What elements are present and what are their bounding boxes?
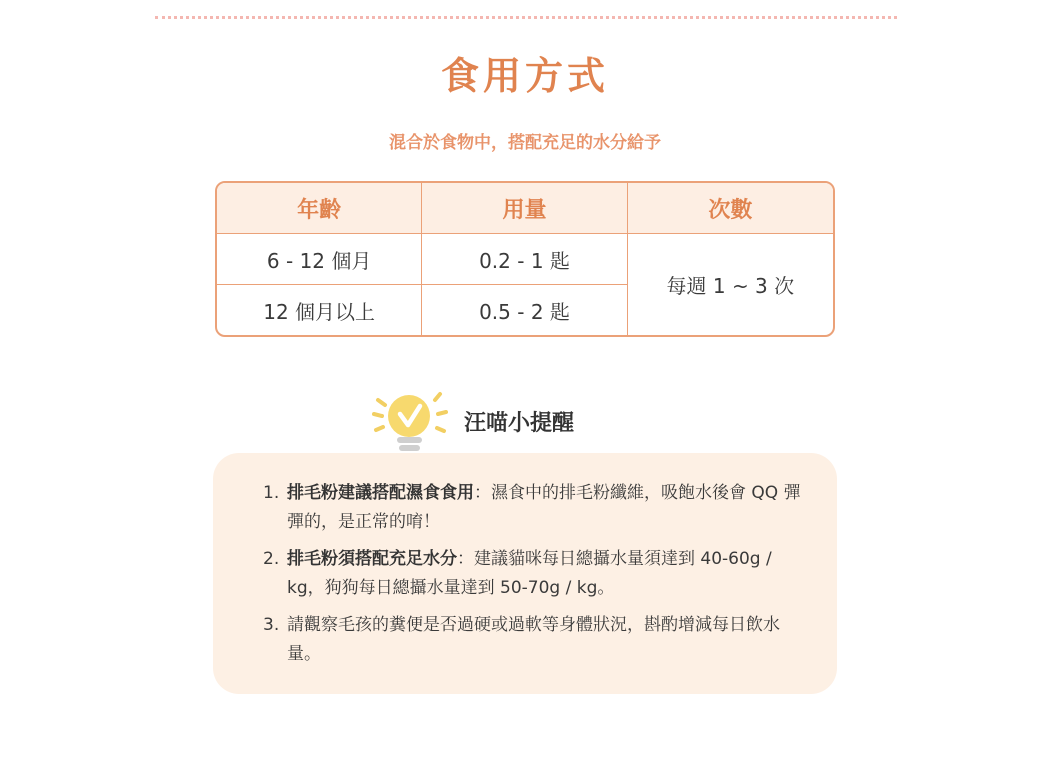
list-item-text: ：建議貓咪每日總攝水量須達到 40-60g / kg，狗狗每日總攝水量達到 50-70g / kg。 — [287, 549, 772, 598]
list-item-number: 3. — [263, 615, 280, 635]
page-title: 食用方式 — [440, 54, 609, 98]
cell-age: 12 個月以上 — [217, 285, 422, 335]
table-header-row — [217, 183, 833, 234]
dosage-table — [215, 181, 835, 337]
list-item-number: 1. — [263, 483, 280, 503]
cell-frequency: 每週 1 ~ 3 次 — [666, 274, 795, 298]
cell-age: 6 - 12 個月 — [217, 234, 422, 285]
column-header-dose: 用量 — [422, 183, 627, 234]
cell-dose: 0.5 - 2 匙 — [422, 285, 627, 335]
column-header-age: 年齡 — [217, 183, 422, 234]
dotted-divider — [155, 16, 897, 19]
table-row — [217, 234, 833, 285]
list-item-text: 請觀察毛孩的糞便是否過硬或過軟等身體狀況，斟酌增減每日飲水量。 — [287, 615, 780, 664]
page-subtitle: 混合於食物中，搭配充足的水分給予 — [389, 133, 661, 153]
column-header-frequency: 次數 — [628, 183, 833, 234]
list-item-heading: 排毛粉須搭配充足水分 — [287, 549, 457, 569]
list-item-heading: 排毛粉建議搭配濕食食用 — [287, 483, 474, 503]
list-item — [263, 611, 803, 669]
tips-title: 汪喵小提醒 — [464, 411, 575, 436]
list-item-number: 2. — [263, 549, 280, 569]
cell-dose: 0.2 - 1 匙 — [422, 234, 627, 285]
lightbulb-check-icon — [368, 386, 452, 462]
tips-box — [213, 453, 837, 694]
tips-list — [263, 479, 803, 677]
list-item-text: ：濕食中的排毛粉纖維，吸飽水後會 QQ 彈彈的，是正常的唷！ — [287, 483, 801, 532]
list-item — [263, 479, 803, 537]
tips-header — [368, 386, 668, 456]
list-item — [263, 545, 803, 603]
